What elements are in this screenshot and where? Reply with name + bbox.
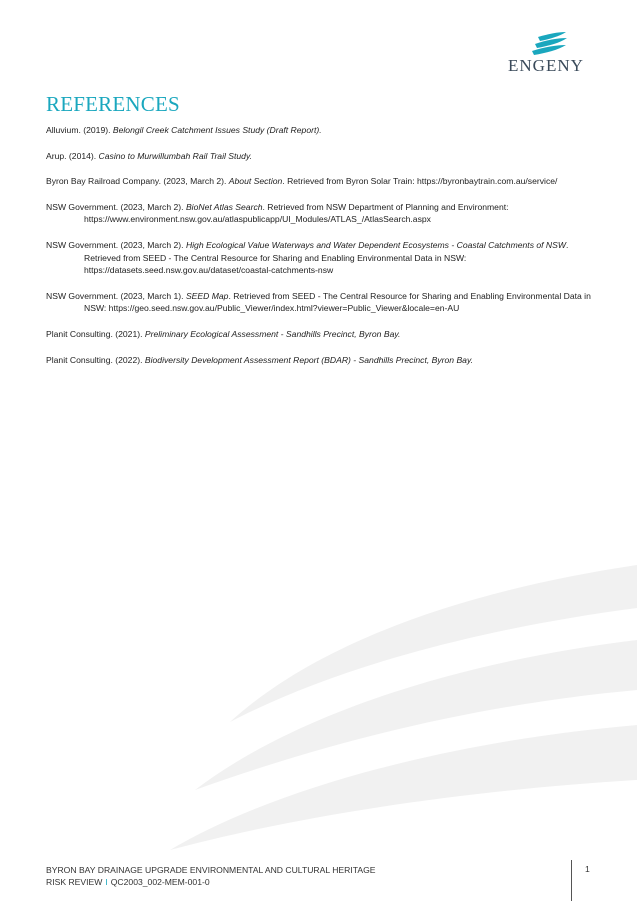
reference-source: . Retrieved from Byron Solar Train: https://byronbaytrain.com.au/service/ [282,176,558,187]
reference-title: SEED Map [185,290,229,301]
page-title: REFERENCES [46,92,180,116]
reference-item [46,124,606,137]
reference-author-year: Planit Consulting. (2021). [46,328,145,339]
footer-divider [571,860,572,901]
reference-author-year: Byron Bay Railroad Company. (2023, March 2). [46,176,229,187]
reference-title: Biodiversity Development Assessment Report (BDAR) - Sandhills Precinct, Byron Bay. [144,354,474,365]
reference-author-year: NSW Government. (2023, March 2). [46,239,186,250]
reference-author-year: Alluvium. (2019). [46,125,113,135]
reference-list [46,124,606,379]
reference-item [46,201,606,226]
footer-subtitle: RISK REVIEW [46,877,103,887]
reference-title: Casino to Murwillumbah Rail Trail Study. [98,150,253,161]
reference-item [46,290,606,315]
reference-author-year: Arup. (2014). [46,150,99,161]
reference-item [46,175,606,188]
reference-title: About Section [228,176,283,187]
reference-source: . Retrieved from SEED - The Central Resource for Sharing and Enabling Environmental Data in NSW: https://datasets.seed.nsw.gov.au/dataset/coastal-catchments-nsw [84,239,569,276]
brand-wordmark: ENGENY [508,56,584,75]
reference-title: High Ecological Value Waterways and Water Dependent Ecosystems - Coastal Catchments of NSW [185,239,566,250]
footer-document-info [46,864,376,888]
reference-author-year: NSW Government. (2023, March 1). [46,290,186,301]
reference-author-year: Planit Consulting. (2022). [46,354,145,365]
footer-document-code-line [46,876,376,888]
reference-item [46,239,606,277]
reference-source: . Retrieved from NSW Department of Planning and Environment: https://www.environment.nsw.gov.au/atlaspublicapp/UI_Modules/ATLAS_/AtlasSearch.aspx [84,201,509,225]
footer-project-title: BYRON BAY DRAINAGE UPGRADE ENVIRONMENTAL AND CULTURAL HERITAGE [46,865,376,875]
reference-item [46,354,606,367]
reference-title: BioNet Atlas Search [185,201,263,212]
reference-source: . Retrieved from SEED - The Central Resource for Sharing and Enabling Environmental Data in NSW: https://geo.seed.nsw.gov.au/Public_Viewer/index.html?viewer=Public_Viewer&locale=en-AU [84,290,591,314]
page-number: 1 [585,864,590,874]
reference-item [46,328,606,341]
reference-author-year: NSW Government. (2023, March 2). [46,201,186,212]
reference-item [46,150,606,163]
reference-title: Belongil Creek Catchment Issues Study (Draft Report). [112,125,322,135]
footer-separator: I [105,877,108,887]
reference-title: Preliminary Ecological Assessment - Sandhills Precinct, Byron Bay. [144,328,401,339]
footer-document-number: QC2003_002-MEM-001-0 [110,877,210,887]
